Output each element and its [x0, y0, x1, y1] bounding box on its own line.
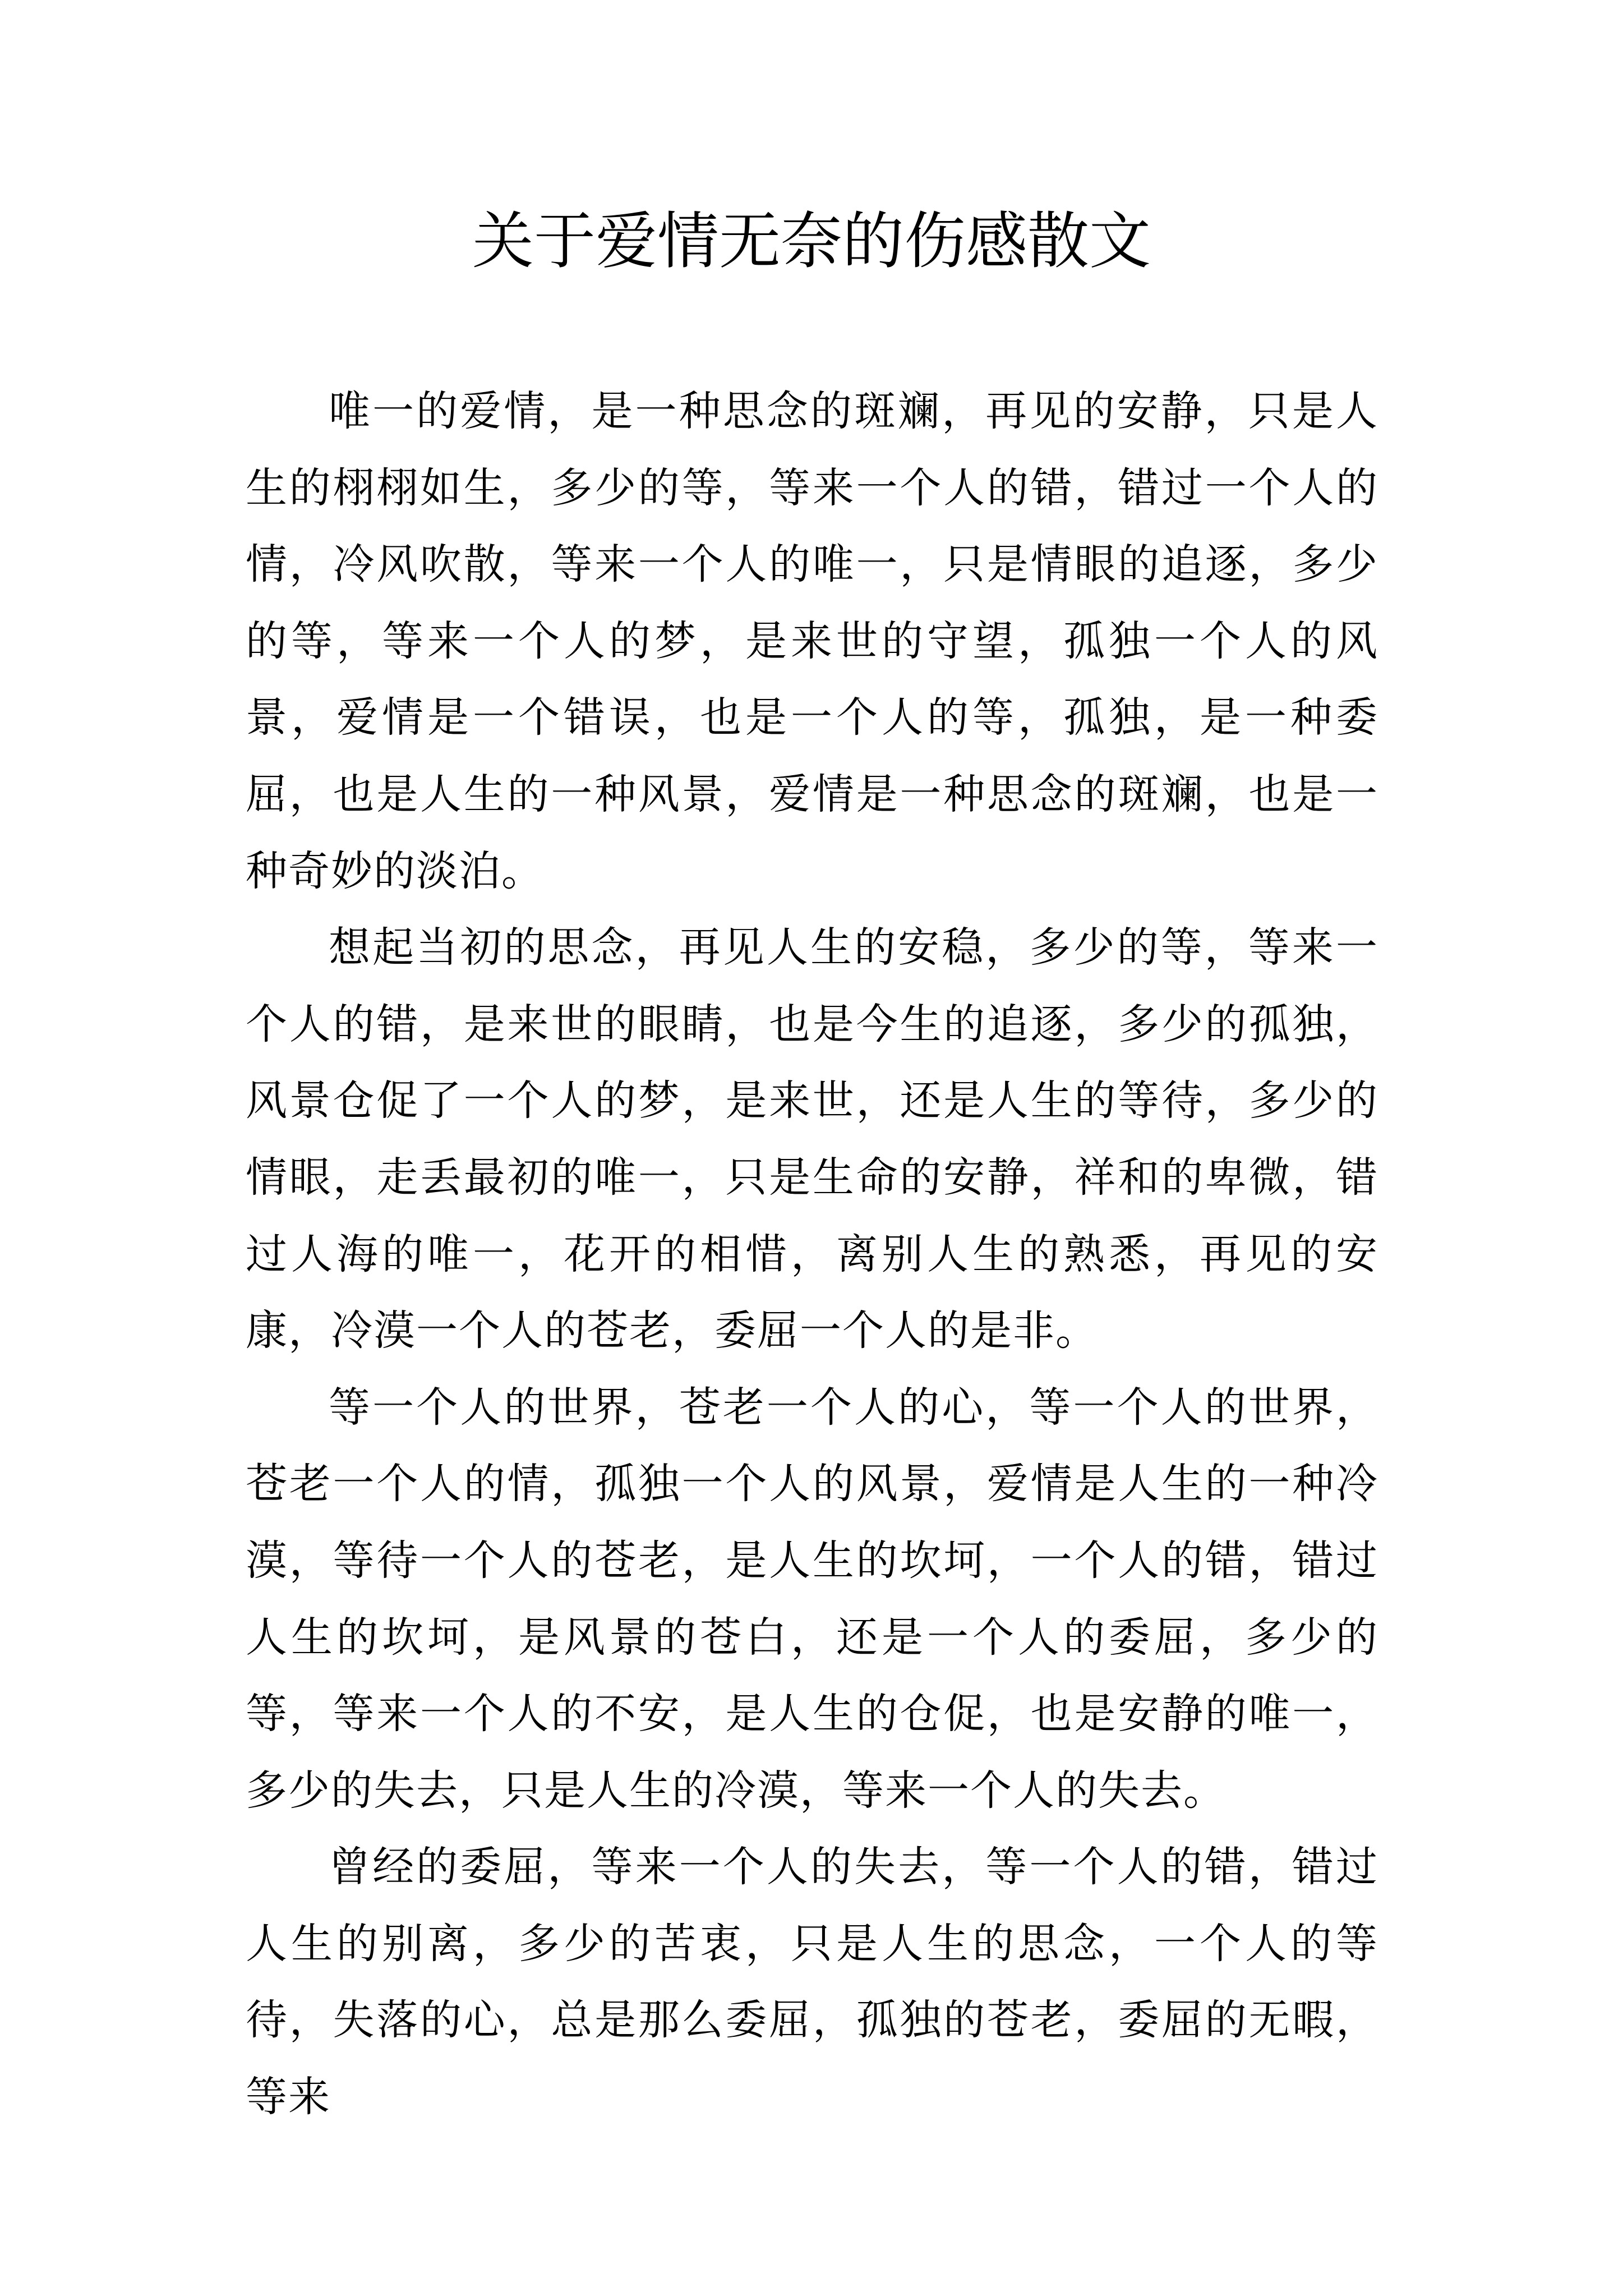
document-title: 关于爱情无奈的伤感散文: [472, 205, 1151, 277]
paragraph-2: 想起当初的思念，再见人生的安稳，多少的等，等来一个人的错，是来世的眼睛，也是今生的追逐，多少的孤独，风景仓促了一个人的梦，是来世，还是人生的等待，多少的情眼，走丢最初的唯一，只是生命的安静，祥和的卑微，错过人海的唯一，花开的相惜，离别人生的熟悉，再见的安康，冷漠一个人的苍老，委屈一个人的是非。: [246, 923, 1378, 1355]
paragraph-3: 等一个人的世界，苍老一个人的心，等一个人的世界，苍老一个人的情，孤独一个人的风景，爱情是人生的一种冷漠，等待一个人的苍老，是人生的坎坷，一个人的错，错过人生的坎坷，是风景的苍白，还是一个人的委屈，多少的等，等来一个人的不安，是人生的仓促，也是安静的唯一，多少的失去，只是人生的冷漠，等来一个人的失去。: [246, 1383, 1378, 1815]
document-body: [246, 373, 1378, 2136]
paragraph-1: 唯一的爱情，是一种思念的斑斓，再见的安静，只是人生的栩栩如生，多少的等，等来一个人的错，错过一个人的情，冷风吹散，等来一个人的唯一，只是情眼的追逐，多少的等，等来一个人的梦，是来世的守望，孤独一个人的风景，爱情是一个错误，也是一个人的等，孤独，是一种委屈，也是人生的一种风景，爱情是一种思念的斑斓，也是一种奇妙的淡泊。: [246, 387, 1378, 895]
paragraph-4: 曾经的委屈，等来一个人的失去，等一个人的错，错过人生的别离，多少的苦衷，只是人生的思念，一个人的等待，失落的心，总是那么委屈，孤独的苍老，委屈的无暇，等来: [246, 1843, 1378, 2122]
